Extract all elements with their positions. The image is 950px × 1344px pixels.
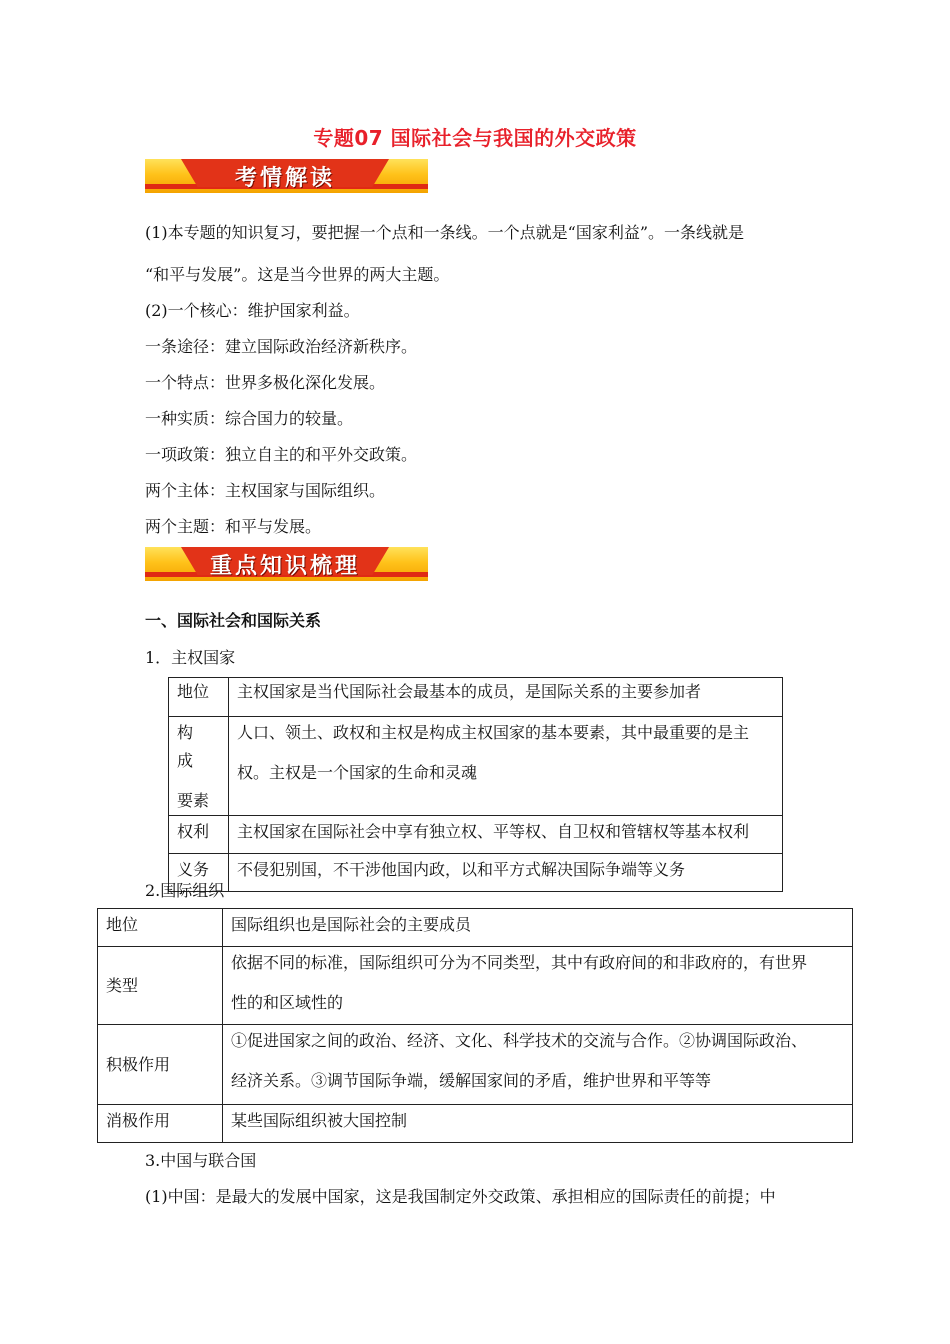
- table-row: [169, 717, 783, 816]
- row-value-text: ①促进国家之间的政治、经济、文化、科学技术的交流与合作。②协调国际政治、: [231, 1031, 808, 1050]
- section-heading: 一、国际社会和国际关系: [145, 611, 322, 630]
- row-value-text: 主权国家是当代国际社会最基本的成员，是国际关系的主要参加者: [237, 682, 702, 701]
- row-value-text: 经济关系。③调节国际争端，缓解国家间的矛盾，维护世界和平等等: [231, 1071, 712, 1090]
- row-key: [169, 678, 229, 717]
- row-key: [98, 1105, 223, 1143]
- row-value: [229, 854, 783, 892]
- intro-line-6: 一种实质：综合国力的较量。: [145, 409, 354, 428]
- intro-line-8: 两个主体：主权国家与国际组织。: [145, 481, 386, 500]
- subheading-china-un: 3.中国与联合国: [145, 1151, 257, 1170]
- banner-label: 重点知识梳理: [209, 554, 360, 579]
- china-un-line-1: (1)中国：是最大的发展中国家，这是我国制定外交政策、承担相应的国际责任的前提；中: [145, 1187, 776, 1206]
- table-row: [98, 1025, 853, 1105]
- table-row: [169, 816, 783, 854]
- row-value: [223, 1105, 853, 1143]
- row-value-text: 依据不同的标准，国际组织可分为不同类型，其中有政府间的和非政府的，有世界: [231, 953, 808, 972]
- row-key: [169, 816, 229, 854]
- row-value: [223, 1025, 853, 1105]
- intro-line-7: 一项政策：独立自主的和平外交政策。: [145, 445, 418, 464]
- row-key: [98, 909, 223, 947]
- row-key-text: 积极作用: [106, 1054, 171, 1074]
- table-row: [169, 854, 783, 892]
- row-value-text: 性的和区域性的: [231, 993, 344, 1012]
- row-value: [229, 816, 783, 854]
- table-row: [98, 909, 853, 947]
- international-org-table: [97, 908, 853, 1143]
- row-value-text: 人口、领土、政权和主权是构成主权国家的基本要素，其中最重要的是主: [237, 723, 750, 742]
- intro-line-9: 两个主题：和平与发展。: [145, 517, 322, 536]
- row-value-text: 主权国家在国际社会中享有独立权、平等权、自卫权和管辖权等基本权利: [237, 822, 750, 841]
- row-key-text: 要素: [177, 791, 210, 810]
- row-key-text: 构 成: [177, 723, 210, 770]
- row-value: [223, 909, 853, 947]
- row-value-text: 国际组织也是国际社会的主要成员: [231, 915, 472, 934]
- table-row: [98, 1105, 853, 1143]
- row-key-text: 权利: [177, 822, 210, 841]
- banner-label: 考情解读: [234, 166, 335, 191]
- row-value: [223, 947, 853, 1025]
- page-title: 专题07 国际社会与我国的外交政策: [313, 126, 637, 150]
- row-key-text: 地位: [177, 682, 210, 701]
- row-value-text: 某些国际组织被大国控制: [231, 1111, 408, 1130]
- table-row: [98, 947, 853, 1025]
- section-banner-key-knowledge: [145, 547, 428, 581]
- intro-line-5: 一个特点：世界多极化深化发展。: [145, 373, 386, 392]
- intro-line-4: 一条途径：建立国际政治经济新秩序。: [145, 337, 418, 356]
- row-key: [169, 717, 229, 816]
- row-key-text: 义务: [177, 860, 210, 879]
- row-key-text: 类型: [106, 975, 139, 995]
- row-value-text: 权。主权是一个国家的生命和灵魂: [237, 763, 478, 782]
- section-banner-exam-analysis: [145, 159, 428, 193]
- row-value: [229, 717, 783, 816]
- row-value-text: 不侵犯别国，不干涉他国内政，以和平方式解决国际争端等义务: [237, 860, 686, 879]
- intro-line-2: “和平与发展”。这是当今世界的两大主题。: [145, 265, 450, 284]
- subheading-international-org: 2.国际组织: [145, 881, 225, 900]
- intro-line-3: (2)一个核心：维护国家利益。: [145, 301, 360, 320]
- table-row: [169, 678, 783, 717]
- row-key-text: 消极作用: [106, 1111, 171, 1130]
- row-key-text: 地位: [106, 915, 139, 934]
- row-key: [98, 947, 223, 1025]
- intro-line-1: (1)本专题的知识复习，要把握一个点和一条线。一个点就是“国家利益”。一条线就是: [145, 223, 745, 242]
- row-value: [229, 678, 783, 717]
- row-key: [98, 1025, 223, 1105]
- sovereign-state-table: [168, 677, 783, 892]
- subheading-sovereign-state: 1．主权国家: [145, 648, 236, 667]
